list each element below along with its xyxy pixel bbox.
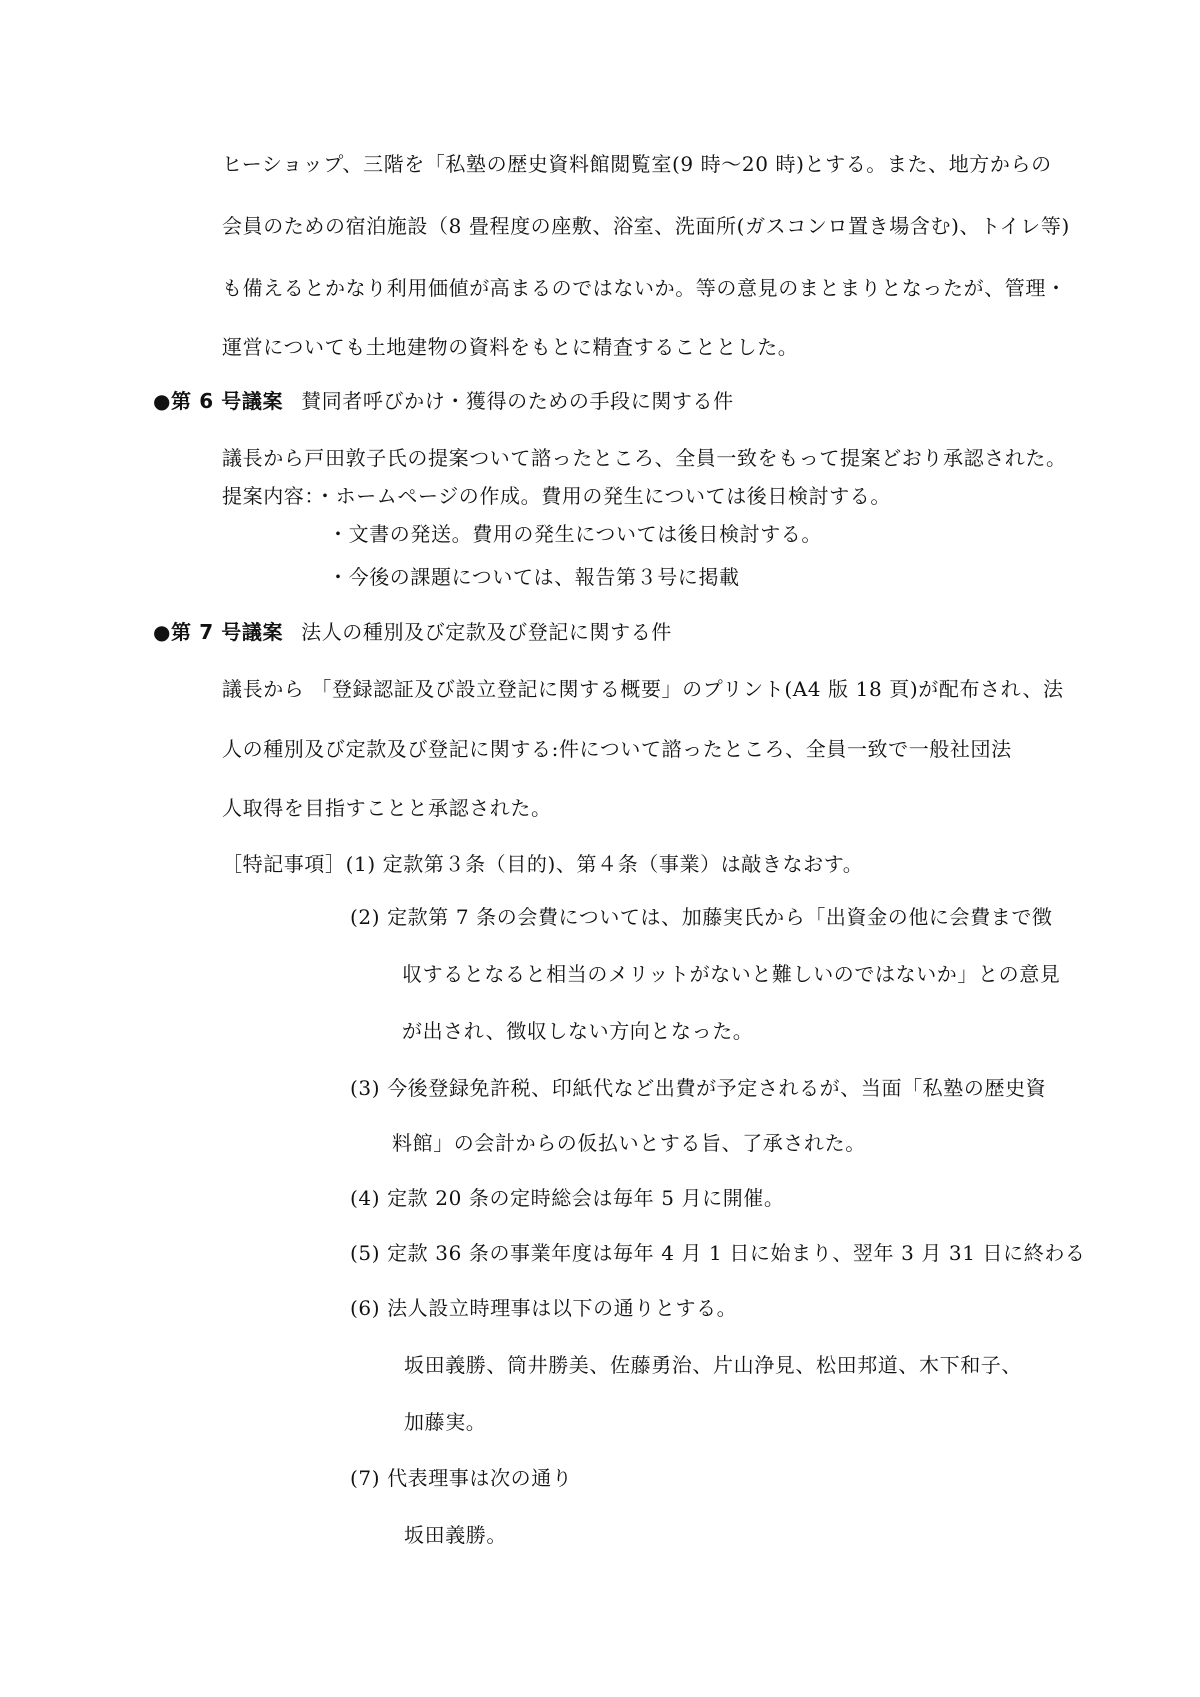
- note-3-line-1: (3) 今後登録免許税、印紙代など出費が予定されるが、当面「私塾の歴史資: [350, 1076, 1047, 1100]
- agenda6-line-2: 提案内容：・ホームページの作成。費用の発生については後日検討する。: [222, 484, 891, 508]
- agenda6-line-4: ・今後の課題については、報告第３号に掲載: [328, 565, 740, 589]
- agenda7-label: ●第 7 号議案: [153, 620, 284, 644]
- intro-line-4: 運営についても土地建物の資料をもとに精査することとした。: [222, 335, 799, 359]
- agenda6-line-1: 議長から戸田敦子氏の提案ついて諮ったところ、全員一致をもって提案どおり承認された。: [222, 446, 1067, 470]
- note-2-line-2: 収するとなると相当のメリットがないと難しいのではないか」との意見: [402, 962, 1061, 986]
- intro-line-1: ヒーショップ、三階を「私塾の歴史資料館閲覧室(9 時～20 時)とする。また、地方からの: [222, 152, 1052, 176]
- note-6-line-2: 坂田義勝、筒井勝美、佐藤勇治、片山浄見、松田邦道、木下和子、: [404, 1353, 1022, 1377]
- agenda7-line-2: 人の種別及び定款及び登記に関する:件について諮ったところ、全員一致で一般社団法: [222, 737, 1012, 761]
- agenda6-title: 賛同者呼びかけ・獲得のための手段に関する件: [301, 389, 734, 413]
- agenda6-line-3: ・文書の発送。費用の発生については後日検討する。: [328, 522, 822, 546]
- agenda7-line-3: 人取得を目指すことと承認された。: [222, 796, 552, 820]
- note-6-line-3: 加藤実。: [404, 1410, 487, 1434]
- agenda7-title: 法人の種別及び定款及び登記に関する件: [301, 620, 672, 644]
- intro-line-2: 会員のための宿泊施設（8 畳程度の座敷、浴室、洗面所(ガスコンロ置き場含む)、トイレ等): [222, 214, 1070, 238]
- agenda7-line-1: 議長から 「登録認証及び設立登記に関する概要」のプリント(A4 版 18 頁)が配布され、法: [222, 677, 1064, 701]
- note-7-line-2: 坂田義勝。: [404, 1523, 507, 1547]
- note-7-line-1: (7) 代表理事は次の通り: [350, 1466, 573, 1490]
- note-2-line-3: が出され、徴収しない方向となった。: [402, 1019, 754, 1043]
- note-5: (5) 定款 36 条の事業年度は毎年 4 月 1 日に始まり、翌年 3 月 31 日に終わる: [350, 1241, 1086, 1265]
- agenda6-heading: [153, 389, 734, 413]
- note-6-line-1: (6) 法人設立時理事は以下の通りとする。: [350, 1296, 738, 1320]
- agenda6-label: ●第 6 号議案: [153, 389, 284, 413]
- note-2-line-1: (2) 定款第 7 条の会費については、加藤実氏から「出資金の他に会費まで徴: [350, 905, 1053, 929]
- note-1: ［特記事項］(1) 定款第３条（目的)、第４条（事業）は敲きなおす。: [222, 852, 864, 876]
- intro-line-3: も備えるとかなり利用価値が高まるのではないか。等の意見のまとまりとなったが、管理・: [222, 276, 1067, 300]
- note-3-line-2: 料館」の会計からの仮払いとする旨、了承された。: [392, 1131, 866, 1155]
- agenda7-heading: [153, 620, 672, 644]
- note-4: (4) 定款 20 条の定時総会は毎年 5 月に開催。: [350, 1186, 785, 1210]
